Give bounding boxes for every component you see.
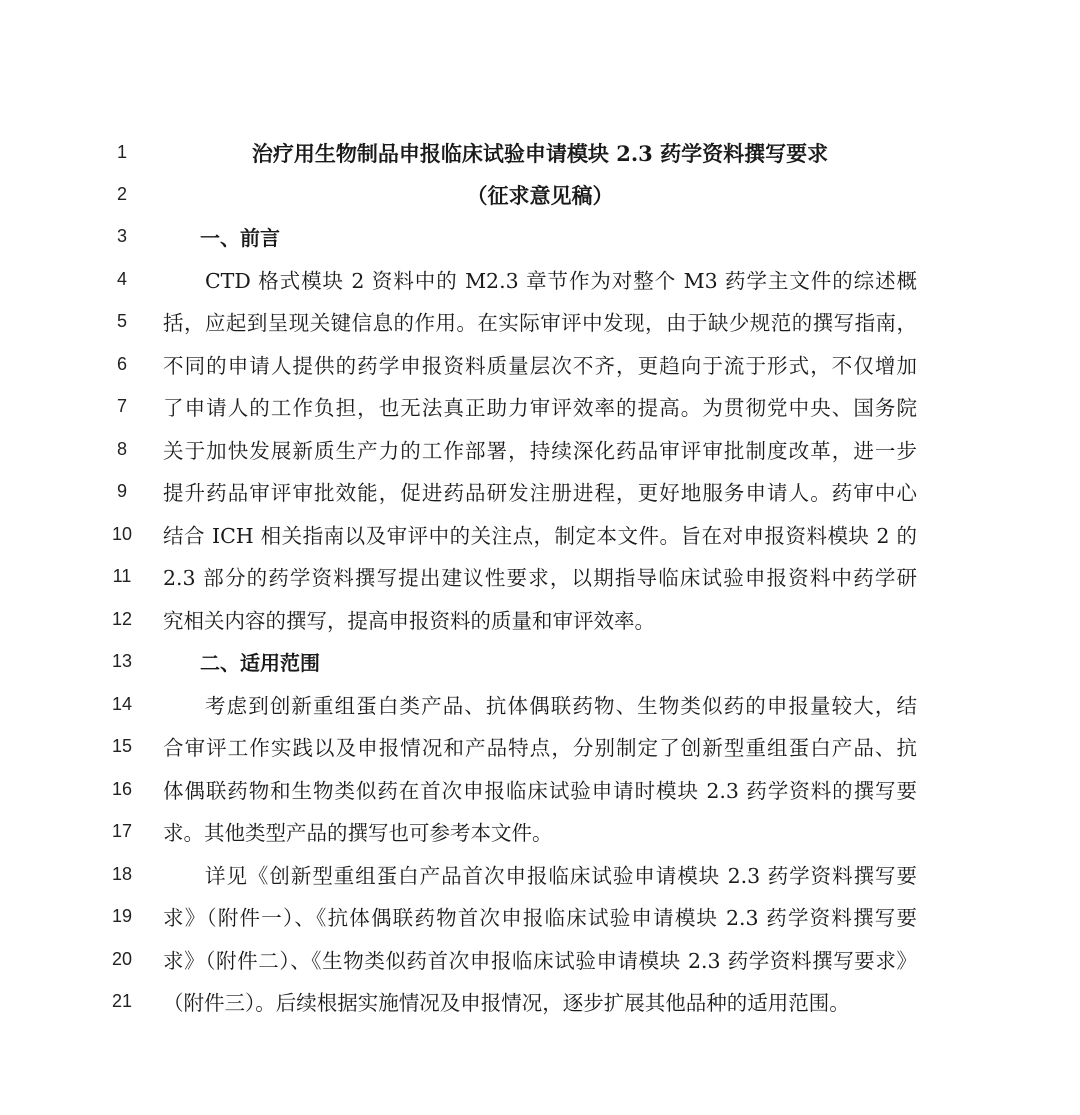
line-number: 8 bbox=[116, 439, 127, 459]
paragraph-text: 详见《创新型重组蛋白产品首次申报临床试验申请模块 2.3 药学资料撰写要 bbox=[205, 864, 917, 888]
line-number: 16 bbox=[111, 779, 133, 799]
paragraph-text: 求》（附件一）、《抗体偶联药物首次申报临床试验申请模块 2.3 药学资料撰写要 bbox=[163, 906, 917, 930]
line-number: 19 bbox=[111, 906, 133, 926]
paragraph-text: 求。其他类型产品的撰写也可参考本文件。 bbox=[163, 821, 553, 845]
document-line bbox=[0, 600, 1080, 642]
paragraph-text: CTD 格式模块 2 资料中的 M2.3 章节作为对整个 M3 药学主文件的综述概 bbox=[205, 269, 917, 293]
paragraph-text: 合审评工作实践以及申报情况和产品特点，分别制定了创新型重组蛋白产品、抗 bbox=[163, 736, 917, 760]
paragraph-text: 究相关内容的撰写，提高申报资料的质量和审评效率。 bbox=[163, 609, 655, 633]
document-line bbox=[0, 302, 1080, 344]
line-number: 12 bbox=[111, 609, 133, 629]
paragraph-text: 不同的申请人提供的药学申报资料质量层次不齐，更趋向于流于形式，不仅增加 bbox=[163, 354, 917, 378]
document-line bbox=[0, 940, 1080, 982]
paragraph-text: 考虑到创新重组蛋白类产品、抗体偶联药物、生物类似药的申报量较大，结 bbox=[205, 694, 917, 718]
line-number: 9 bbox=[116, 481, 127, 501]
line-number: 7 bbox=[116, 396, 127, 416]
line-number: 1 bbox=[116, 142, 127, 162]
line-number: 3 bbox=[116, 226, 127, 246]
line-number: 6 bbox=[116, 354, 127, 374]
document-line bbox=[0, 557, 1080, 599]
section-heading-scope: 二、适用范围 bbox=[200, 651, 320, 675]
line-number: 17 bbox=[111, 821, 133, 841]
paragraph-text: 体偶联药物和生物类似药在首次申报临床试验申请时模块 2.3 药学资料的撰写要 bbox=[163, 779, 917, 803]
document-subtitle: （征求意见稿） bbox=[466, 183, 614, 208]
paragraph-text: 括，应起到呈现关键信息的作用。在实际审评中发现，由于缺少规范的撰写指南， bbox=[163, 311, 917, 335]
paragraph-text: 关于加快发展新质生产力的工作部署，持续深化药品审评审批制度改革，进一步 bbox=[163, 439, 917, 463]
line-number: 21 bbox=[111, 991, 133, 1011]
document-line bbox=[0, 217, 1080, 259]
document-line bbox=[0, 430, 1080, 472]
paragraph-text: 了申请人的工作负担，也无法真正助力审评效率的提高。为贯彻党中央、国务院 bbox=[163, 396, 917, 420]
line-number: 4 bbox=[116, 269, 127, 289]
paragraph-text: 2.3 部分的药学资料撰写提出建议性要求，以期指导临床试验申报资料中药学研 bbox=[163, 566, 917, 590]
line-number: 18 bbox=[111, 864, 133, 884]
line-number: 10 bbox=[111, 524, 133, 544]
document-line bbox=[0, 727, 1080, 769]
document-line bbox=[0, 812, 1080, 854]
document-line bbox=[0, 770, 1080, 812]
line-number: 5 bbox=[116, 311, 127, 331]
paragraph-text: 求》（附件二）、《生物类似药首次申报临床试验申请模块 2.3 药学资料撰写要求》 bbox=[163, 949, 917, 973]
document-line bbox=[0, 642, 1080, 684]
document-line bbox=[0, 472, 1080, 514]
paragraph-text: （附件三）。后续根据实施情况及申报情况，逐步扩展其他品种的适用范围。 bbox=[163, 991, 850, 1015]
line-number: 20 bbox=[111, 949, 133, 969]
section-heading-preface: 一、前言 bbox=[200, 226, 280, 250]
document-line bbox=[0, 345, 1080, 387]
document-line bbox=[0, 133, 1080, 175]
document-line bbox=[0, 260, 1080, 302]
paragraph-text: 结合 ICH 相关指南以及审评中的关注点，制定本文件。旨在对申报资料模块 2 的 bbox=[163, 524, 917, 548]
document-title: 治疗用生物制品申报临床试验申请模块 2.3 药学资料撰写要求 bbox=[251, 141, 829, 166]
paragraph-text: 提升药品审评审批效能，促进药品研发注册进程，更好地服务申请人。药审中心 bbox=[163, 481, 917, 505]
document-line bbox=[0, 855, 1080, 897]
line-number: 13 bbox=[111, 651, 133, 671]
document-line bbox=[0, 897, 1080, 939]
line-number: 15 bbox=[111, 736, 133, 756]
document-line bbox=[0, 515, 1080, 557]
line-number: 2 bbox=[116, 184, 127, 204]
line-number: 11 bbox=[112, 566, 132, 586]
document-line bbox=[0, 685, 1080, 727]
document-line bbox=[0, 387, 1080, 429]
document-line bbox=[0, 175, 1080, 217]
document-line bbox=[0, 982, 1080, 1024]
line-number: 14 bbox=[111, 694, 133, 714]
